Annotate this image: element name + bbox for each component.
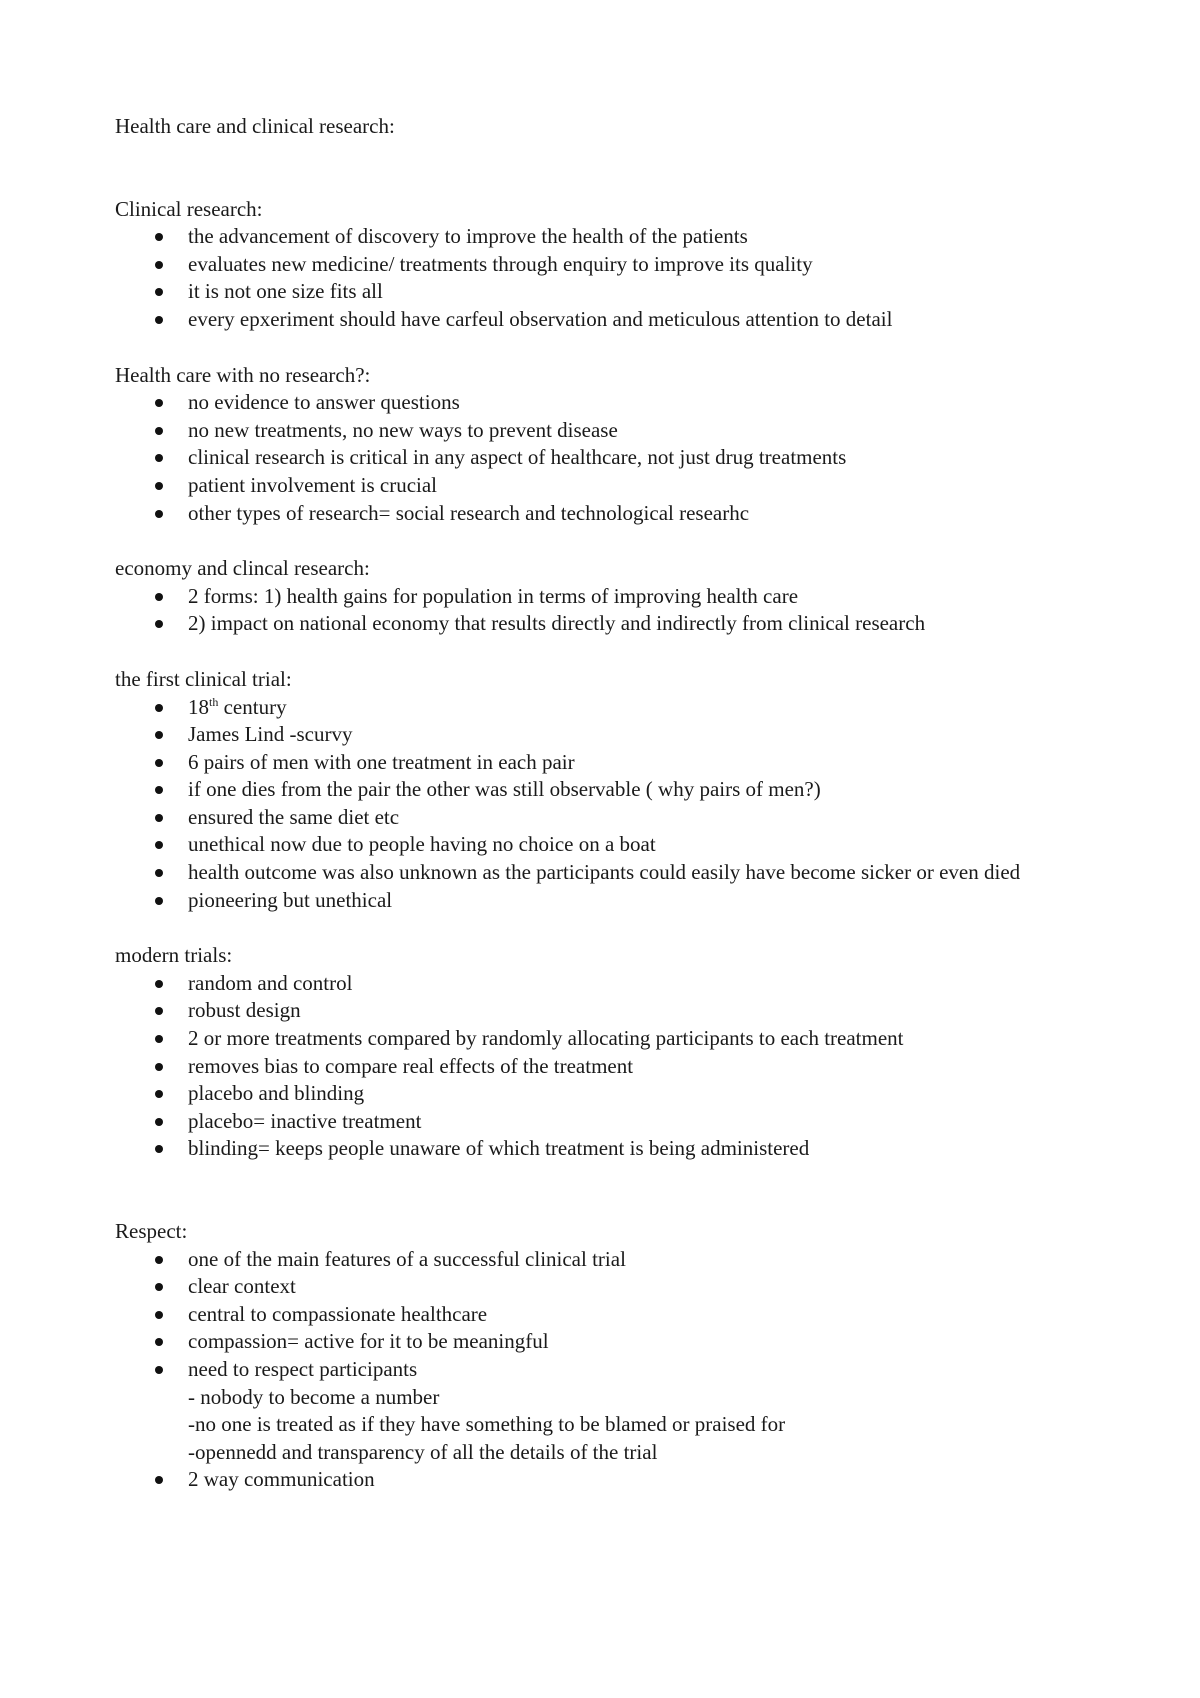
- list-item: one of the main features of a successful clinical trial: [115, 1246, 1075, 1274]
- list-item: the advancement of discovery to improve the health of the patients: [115, 223, 1075, 251]
- list-item: random and control: [115, 970, 1075, 998]
- section-first-trial: [115, 666, 1075, 914]
- bullet-icon: [155, 261, 163, 269]
- section-heading: economy and clincal research:: [115, 556, 370, 581]
- list-item: 2 forms: 1) health gains for population in terms of improving health care: [115, 583, 1075, 611]
- bullet-list: [115, 694, 1075, 915]
- section-heading: Respect:: [115, 1219, 188, 1243]
- bullet-icon: [155, 454, 163, 462]
- bullet-icon: [155, 1476, 163, 1484]
- bullet-icon: [155, 1283, 163, 1291]
- list-item: every epxeriment should have carfeul observation and meticulous attention to detail: [115, 306, 1075, 334]
- list-item: need to respect participants - nobody to become a number -no one is treated as if they have something to be blamed or praised for -opennedd and transparency of all the details of the trial: [115, 1356, 1075, 1466]
- list-item: clear context: [115, 1273, 1075, 1301]
- list-item: James Lind -scurvy: [115, 721, 1075, 749]
- sub-point: -opennedd and transparency of all the details of the trial: [188, 1439, 658, 1464]
- section-heading: modern trials:: [115, 943, 233, 968]
- bullet-icon: [155, 510, 163, 518]
- bullet-icon: [155, 1145, 163, 1153]
- list-item: ensured the same diet etc: [115, 804, 1075, 832]
- bullet-icon: [155, 1118, 163, 1126]
- bullet-icon: [155, 786, 163, 794]
- bullet-icon: [155, 759, 163, 767]
- bullet-icon: [155, 980, 163, 988]
- list-item: placebo= inactive treatment: [115, 1108, 1075, 1136]
- list-item: removes bias to compare real effects of the treatment: [115, 1053, 1075, 1081]
- bullet-icon: [155, 593, 163, 601]
- sub-point: -no one is treated as if they have something to be blamed or praised for: [188, 1412, 786, 1437]
- bullet-icon: [155, 620, 163, 628]
- bullet-icon: [155, 1090, 163, 1098]
- bullet-icon: [155, 1338, 163, 1346]
- list-item: 6 pairs of men with one treatment in each pair: [115, 749, 1075, 777]
- bullet-icon: [155, 897, 163, 905]
- section-no-research: [115, 362, 1075, 528]
- bullet-icon: [155, 1311, 163, 1319]
- bullet-icon: [155, 399, 163, 407]
- bullet-icon: [155, 1035, 163, 1043]
- bullet-list: [115, 970, 1075, 1163]
- section-clinical-research: [115, 196, 1075, 334]
- list-item: clinical research is critical in any aspect of healthcare, not just drug treatments: [115, 444, 1075, 472]
- bullet-icon: [155, 731, 163, 739]
- bullet-icon: [155, 1256, 163, 1264]
- list-item: central to compassionate healthcare: [115, 1301, 1075, 1329]
- bullet-icon: [155, 1007, 163, 1015]
- section-heading: Clinical research:: [115, 196, 263, 221]
- bullet-icon: [155, 841, 163, 849]
- bullet-icon: [155, 316, 163, 324]
- list-item: placebo and blinding: [115, 1080, 1075, 1108]
- document-title: Health care and clinical research:: [115, 114, 395, 138]
- list-item: it is not one size fits all: [115, 278, 1075, 306]
- bullet-icon: [155, 233, 163, 241]
- bullet-list: [115, 583, 1075, 638]
- bullet-list: [115, 223, 1075, 333]
- bullet-list: [115, 389, 1075, 527]
- sub-point: - nobody to become a number: [188, 1384, 440, 1409]
- list-item: pioneering but unethical: [115, 887, 1075, 915]
- list-item: patient involvement is crucial: [115, 472, 1075, 500]
- list-item: health outcome was also unknown as the participants could easily have become sicker or even died: [115, 859, 1075, 887]
- list-item: robust design: [115, 997, 1075, 1025]
- list-item: blinding= keeps people unaware of which treatment is being administered: [115, 1135, 1075, 1163]
- bullet-icon: [155, 288, 163, 296]
- bullet-icon: [155, 482, 163, 490]
- section-economy: [115, 555, 1075, 638]
- bullet-list: [115, 1246, 1075, 1494]
- list-item: other types of research= social research and technological researhc: [115, 500, 1075, 528]
- list-item: 18th century: [115, 694, 1075, 722]
- bullet-icon: [155, 704, 163, 712]
- bullet-icon: [155, 869, 163, 877]
- bullet-icon: [155, 814, 163, 822]
- section-respect: [115, 1218, 1075, 1494]
- list-item: 2 or more treatments compared by randomly allocating participants to each treatment: [115, 1025, 1075, 1053]
- document-body: [115, 113, 1075, 1494]
- list-item: 2 way communication: [115, 1466, 1075, 1494]
- list-item: 2) impact on national economy that results directly and indirectly from clinical research: [115, 610, 1075, 638]
- section-modern-trials: [115, 942, 1075, 1163]
- section-heading: Health care with no research?:: [115, 362, 371, 387]
- list-item: no new treatments, no new ways to prevent disease: [115, 417, 1075, 445]
- list-item: no evidence to answer questions: [115, 389, 1075, 417]
- bullet-icon: [155, 1063, 163, 1071]
- section-heading: the first clinical trial:: [115, 666, 292, 691]
- list-item: evaluates new medicine/ treatments through enquiry to improve its quality: [115, 251, 1075, 279]
- bullet-icon: [155, 427, 163, 435]
- list-item: if one dies from the pair the other was still observable ( why pairs of men?): [115, 776, 1075, 804]
- bullet-icon: [155, 1366, 163, 1374]
- list-item: compassion= active for it to be meaningful: [115, 1328, 1075, 1356]
- list-item: unethical now due to people having no choice on a boat: [115, 831, 1075, 859]
